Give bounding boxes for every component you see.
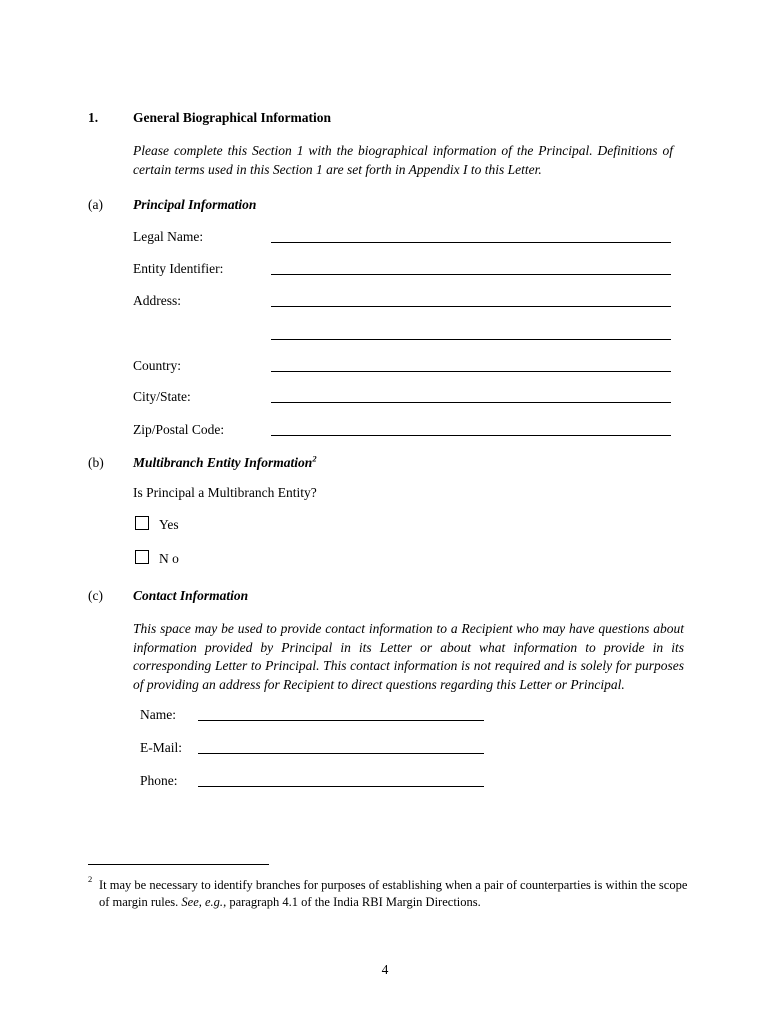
footnote-text-after: paragraph 4.1 of the India RBI Margin Directions.: [229, 894, 481, 909]
footnote-separator: [88, 864, 269, 865]
city-state-label: City/State:: [133, 389, 191, 404]
footnote-text-before: It may be necessary to identify branches for purposes of establishing when a pair of counterparties is within the scope of margin rules.: [99, 878, 688, 909]
multibranch-title-text: Multibranch Entity Information: [133, 455, 313, 470]
contact-phone-field[interactable]: [198, 786, 484, 787]
yes-checkbox[interactable]: [135, 516, 149, 530]
address-line2-field[interactable]: [271, 339, 671, 340]
footnote-ref: 2: [312, 453, 317, 464]
principal-info-title: Principal Information: [133, 197, 257, 212]
no-label: N o: [159, 551, 179, 566]
country-field[interactable]: [271, 371, 671, 372]
subsection-a-marker: (a): [88, 197, 103, 212]
address-label: Address:: [133, 293, 181, 308]
footnote-comma: ,: [223, 894, 230, 909]
section-intro: Please complete this Section 1 with the biographical information of the Principal. Definitions of certain terms used in this Section 1 are set forth in Appendix I to this Letter.: [133, 143, 673, 177]
footnote-number: [88, 873, 93, 891]
city-state-field[interactable]: [271, 402, 671, 403]
legal-name-label: Legal Name:: [133, 229, 204, 244]
footnote-see-eg: See, e.g.: [181, 894, 224, 909]
address-line1-field[interactable]: [271, 306, 671, 307]
page-number: 4: [381, 962, 389, 977]
country-label: Country:: [133, 358, 182, 373]
contact-phone-label: Phone:: [140, 773, 178, 788]
zip-field[interactable]: [271, 435, 671, 436]
footnote-number-sup: 2: [88, 873, 93, 884]
footnote-text: [99, 877, 689, 910]
zip-label: Zip/Postal Code:: [133, 422, 225, 437]
section-title: General Biographical Information: [133, 110, 331, 125]
contact-title: Contact Information: [133, 588, 249, 603]
section-number: 1.: [88, 110, 99, 125]
subsection-c-marker: (c): [88, 588, 103, 603]
contact-name-field[interactable]: [198, 720, 484, 721]
legal-name-field[interactable]: [271, 242, 671, 243]
contact-name-label: Name:: [140, 707, 176, 722]
contact-email-field[interactable]: [198, 753, 484, 754]
entity-identifier-field[interactable]: [271, 274, 671, 275]
subsection-b-marker: (b): [88, 455, 104, 470]
no-checkbox[interactable]: [135, 550, 149, 564]
contact-email-label: E-Mail:: [140, 740, 182, 755]
entity-identifier-label: Entity Identifier:: [133, 261, 224, 276]
yes-label: Yes: [159, 517, 179, 532]
contact-description: This space may be used to provide contact information to a Recipient who may have questions about information provided by Principal in its Letter or about what information to provide in its corresponding Letter to Principal. This contact information is not required and is solely for purposes of providing an address for Recipient to direct questions regarding this Letter or Principal.: [133, 621, 684, 692]
multibranch-title: [133, 455, 317, 471]
multibranch-question: Is Principal a Multibranch Entity?: [133, 485, 317, 500]
